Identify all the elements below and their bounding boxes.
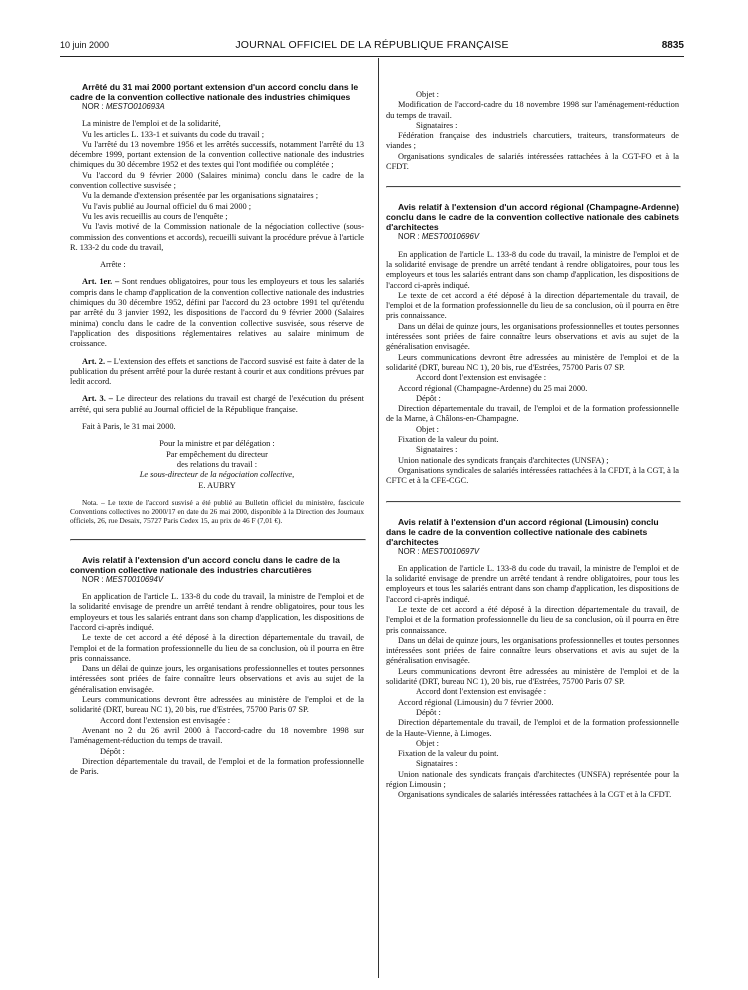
accord-text: Accord régional (Limousin) du 7 février 2000. (398, 697, 554, 707)
signataires-label: Signataires : (416, 445, 458, 455)
paragraph: Leurs communications devront être adressées au ministère de l'emploi et de la solidarité (DRT, bureau NC 1), 20 bis, rue d'Estrées, 75700 Paris 07 SP. (70, 695, 364, 715)
header-rule (60, 56, 684, 57)
objet-label: Objet : (416, 424, 439, 434)
decree-title: Arrêté du 31 mai 2000 portant extension d'un accord conclu dans le cadre de la convention collective nationale des industries chimiques (70, 82, 359, 102)
issue-date: 10 juin 2000 (60, 40, 110, 50)
signatory-name: E. AUBRY (198, 480, 236, 490)
depot-label: Dépôt : (416, 707, 441, 717)
signataires-label: Signataires : (416, 759, 458, 769)
signatory: Organisations syndicales de salariés intéressées rattachées à la CGT-FO et à la CFDT. (386, 151, 679, 172)
notice-title: Avis relatif à l'extension d'un accord conclu dans le cadre de la convention collective nationale des industries charcutières (70, 554, 340, 575)
objet-label: Objet : (416, 90, 439, 99)
signed-place-date: Fait à Paris, le 31 mai 2000. (82, 422, 176, 432)
notice-title: Avis relatif à l'extension d'un accord régional (Limousin) conclu dans le cadre de la convention collective nationale des cabinets d'architectes (386, 516, 659, 547)
column-divider (378, 58, 379, 978)
paragraph: Vu les avis recueillis au cours de l'enquête ; (82, 211, 228, 221)
accord-label: Accord dont l'extension est envisagée : (416, 373, 547, 383)
depot-text: Direction départementale du travail, de l'emploi et de la formation professionnelle de la Marne, à Châlons-en-Champagne. (386, 404, 679, 424)
nota: Nota. – Le texte de l'accord susvisé a été publié au Bulletin officiel du ministère, fascicule Conventions collectives no 2000/17 en date du 26 mai 2000, disponible à la Direction des Journaux officiels, 26, rue Desaix, 75727 Paris Cedex 15, au prix de 46 F (7,01 €). (70, 497, 364, 525)
signature-line: Le sous-directeur de la négociation collective, (139, 470, 295, 480)
article-3: Art. 3. – Le directeur des relations du travail est chargé de l'exécution du présent arrêté, qui sera publié au Journal officiel de la République française. (70, 394, 364, 414)
paragraph: La ministre de l'emploi et de la solidarité, (82, 119, 221, 129)
paragraph: Vu la demande d'extension présentée par les organisations signataires ; (82, 191, 319, 201)
objet-label: Objet : (416, 738, 439, 748)
signataires-label: Signataires : (416, 120, 458, 130)
nor-reference: NOR : MESTO010693A (82, 102, 165, 111)
paragraph: Vu l'accord du 9 février 2000 (Salaires minima) conclu dans le cadre de la convention collective susvisée ; (70, 170, 364, 191)
paragraph: Le texte de cet accord a été déposé à la direction départementale du travail, de l'emploi et de la formation professionnelle du lieu de sa conclusion, où il pourra en être pris connaissance. (70, 633, 364, 663)
objet-text: Fixation de la valeur du point. (398, 435, 499, 445)
journal-title: JOURNAL OFFICIEL DE LA RÉPUBLIQUE FRANÇAISE (235, 39, 509, 51)
accord-label: Accord dont l'extension est envisagée : (100, 715, 231, 725)
nor-reference: NOR : MEST0010697V (398, 546, 480, 556)
objet-text: Fixation de la valeur du point. (398, 749, 499, 759)
paragraph: En application de l'article L. 133-8 du code du travail, la ministre de l'emploi et de la solidarité envisage de prendre un arrêté tendant à rendre obligatoires, pour tous les employeurs et tous les salariés entrant dans son champ d'application, les dispositions de l'accord ci-après indiqué. (386, 249, 679, 290)
signatory: Union nationale des syndicats français d'architectes (UNSFA) représentée pour la région Limousin ; (386, 769, 679, 790)
nor-reference: NOR : MEST0010694V (82, 574, 164, 584)
paragraph: Dans un délai de quinze jours, les organisations professionnelles et toutes personnes intéressées sont priées de faire connaître leurs observations et avis au sujet de la généralisation envisagée. (70, 664, 364, 694)
nor-reference: NOR : MEST0010696V (398, 232, 480, 242)
signatory: Fédération française des industriels charcutiers, traiteurs, transformateurs de viandes ; (386, 131, 679, 151)
left-column (70, 82, 364, 777)
signatory: Organisations syndicales de salariés intéressées rattachées à la CGT et à la CFDT. (398, 790, 672, 800)
paragraph: Dans un délai de quinze jours, les organisations professionnelles et toutes personnes intéressées sont priées de faire connaître leurs observations et avis au sujet de la généralisation envisagée. (386, 635, 679, 666)
paragraph: Vu l'avis publié au Journal officiel du 6 mai 2000 ; (82, 201, 252, 211)
accord-text: Avenant no 2 du 26 avril 2000 à l'accord-cadre du 18 novembre 1998 sur l'aménagement-réduction du temps de travail. (70, 725, 364, 746)
paragraph: Leurs communications devront être adressées au ministère de l'emploi et de la solidarité (DRT, bureau NC 1), 20 bis, rue d'Estrées, 75700 Paris 07 SP. (386, 352, 679, 372)
paragraph: En application de l'article L. 133-8 du code du travail, la ministre de l'emploi et de la solidarité envisage de prendre un arrêté tendant à rendre obligatoires, pour tous les employeurs et tous les salariés entrant dans son champ d'application, les dispositions de l'accord ci-après indiqué. (386, 563, 679, 604)
paragraph: En application de l'article L. 133-8 du code du travail, la ministre de l'emploi et de la solidarité envisage de prendre un arrêté tendant à rendre obligatoires, pour tous les employeurs et tous les salariés entrant dans son champ d'application, les dispositions de l'accord ci-après indiqué. (70, 592, 364, 632)
arrete-heading: Arrête : (100, 260, 126, 270)
accord-text: Accord régional (Champagne-Ardenne) du 25 mai 2000. (398, 383, 588, 393)
depot-text: Direction départementale du travail, de l'emploi et de la formation professionnelle de Paris. (70, 756, 364, 777)
paragraph: Vu l'arrêté du 13 novembre 1956 et les arrêtés successifs, notamment l'arrêté du 13 décembre 1999, portant extension de la convention collective nationale des industries chimiques du 30 décembre 1952 et des textes qui l'ont modifiée ou complétée ; (70, 139, 364, 170)
depot-label: Dépôt : (416, 393, 441, 403)
page-header (60, 38, 684, 54)
signature-line: Par empêchement du directeur (166, 449, 268, 459)
notice-title: Avis relatif à l'extension d'un accord régional (Champagne-Ardenne) conclu dans le cadre de la convention collective nationale des cabinets d'architectes (386, 202, 679, 233)
paragraph: Leurs communications devront être adressées au ministère de l'emploi et de la solidarité (DRT, bureau NC 1), 20 bis, rue d'Estrées, 75700 Paris 07 SP. (386, 666, 679, 687)
depot-text: Direction départementale du travail, de l'emploi et de la formation professionnelle de la Haute-Vienne, à Limoges. (386, 718, 679, 738)
paragraph: Le texte de cet accord a été déposé à la direction départementale du travail, de l'emploi et de la formation professionnelle du lieu de sa conclusion, où il pourra en être pris connaissance. (386, 290, 679, 321)
right-column (386, 90, 679, 801)
signature-line: des relations du travail : (176, 459, 258, 469)
paragraph: Vu l'avis motivé de la Commission nationale de la négociation collective (sous-commission des conventions et accords), recueilli suivant la procédure prévue à l'article R. 133-2 du code du travail, (70, 222, 364, 252)
paragraph: Le texte de cet accord a été déposé à la direction départementale du travail, de l'emploi et de la formation professionnelle du lieu de sa conclusion, où il pourra en être pris connaissance. (386, 604, 679, 635)
signature-line: Pour la ministre et par délégation : (159, 439, 275, 449)
article-1: Art. 1er. – Sont rendues obligatoires, pour tous les employeurs et tous les salariés compris dans le champ d'application de la convention collective nationale des industries chimiques du 30 décembre 1952, défini par l'accord du 23 octobre 1991 tel qu'étendu par arrêté du 3 janvier 1992, les dispositions de l'accord du 9 février 2000 (Salaires minima) conclu dans le cadre de la convention collective susvisée, sous réserve de l'application des dispositions réglementaires relatives au salaire minimum de croissance. (70, 277, 364, 349)
signatory: Union nationale des syndicats français d'architectes (UNSFA) ; (398, 455, 609, 465)
signatory: Organisations syndicales de salariés intéressées rattachées à la CFDT, à la CGT, à la CFTC et à la CFE-CGC. (386, 465, 679, 486)
depot-label: Dépôt : (100, 746, 125, 756)
article-2: Art. 2. – L'extension des effets et sanctions de l'accord susvisé est faite à dater de la publication du présent arrêté pour la durée restant à courir et aux conditions prévues par ledit accord. (70, 356, 364, 387)
page-number: 8835 (661, 40, 684, 51)
paragraph: Dans un délai de quinze jours, les organisations professionnelles et toutes personnes intéressées sont priées de faire connaître leurs observations et avis au sujet de la généralisation envisagée. (386, 321, 679, 352)
paragraph: Vu les articles L. 133-1 et suivants du code du travail ; (82, 129, 265, 139)
objet-text: Modification de l'accord-cadre du 18 novembre 1998 sur l'aménagement-réduction du temps de travail. (386, 100, 679, 120)
accord-label: Accord dont l'extension est envisagée : (416, 687, 547, 697)
